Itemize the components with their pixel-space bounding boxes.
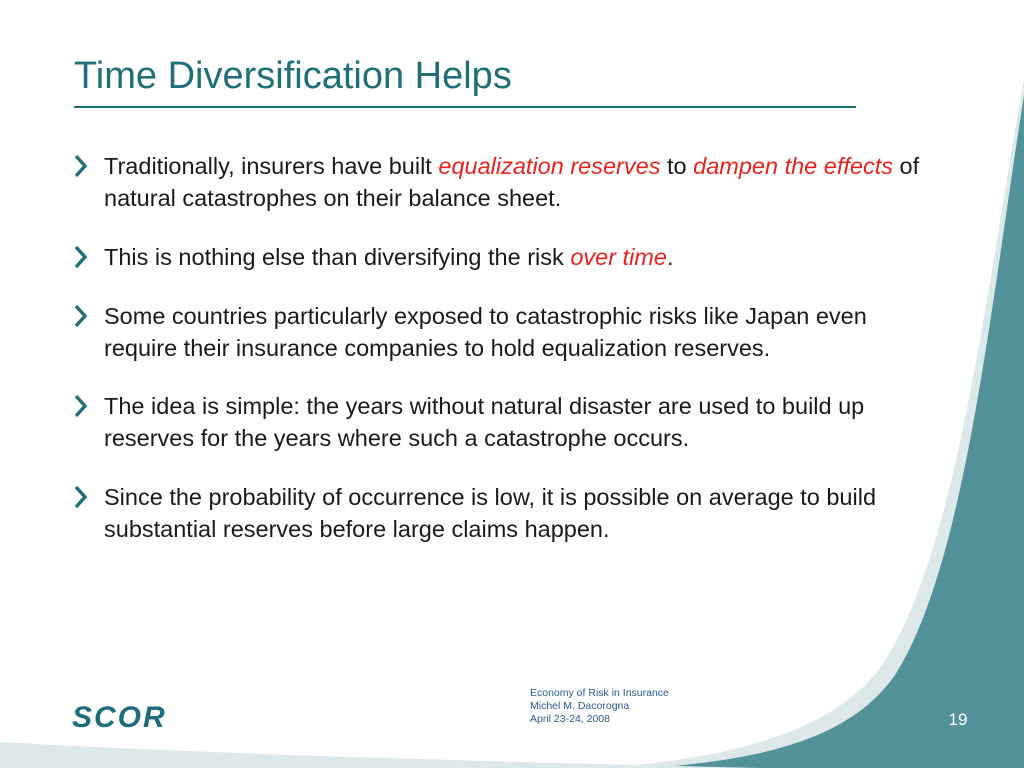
bullet-item [74,150,934,214]
title-divider [74,106,856,108]
emphasis-text: equalization reserves [438,153,661,179]
bullet-text: . [666,244,674,270]
footer-course: Economy of Risk in Insurance [530,687,669,699]
bullet-item [74,481,934,545]
bullet-text: This is nothing else than diversifying the risk [104,244,571,270]
bullet-item [74,390,934,454]
page-number: 19 [948,710,968,729]
bullet-text: Since the probability of occurrence is low, it is possible on average to build substantial reserves before large claims happen. [104,484,877,542]
chevron-right-icon [74,304,88,328]
footer [530,687,669,726]
bullet-text: to [660,153,694,179]
slide-title: Time Diversification Helps [74,55,512,97]
logo-text: SCOR [72,701,167,732]
chevron-right-icon [74,394,88,418]
footer-date: April 23-24, 2008 [530,713,610,725]
bullet-item [74,241,934,273]
footer-author: Michel M. Dacorogna [530,700,630,712]
bullet-text: of natural catastrophes on their balance sheet. [104,153,920,211]
bullet-list [74,150,934,572]
emphasis-text: dampen the effects [693,153,894,179]
scor-logo [70,700,202,732]
emphasis-text: over time [570,244,667,270]
bullet-item [74,300,934,364]
bullet-text: The idea is simple: the years without natural disaster are used to build up reserves for the years where such a catastrophe occurs. [104,393,865,451]
bullet-text: Some countries particularly exposed to catastrophic risks like Japan even require their insurance companies to hold equalization reserves. [104,303,867,361]
bullet-text: Traditionally, insurers have built [104,153,439,179]
chevron-right-icon [74,154,88,178]
chevron-right-icon [74,245,88,269]
chevron-right-icon [74,485,88,509]
